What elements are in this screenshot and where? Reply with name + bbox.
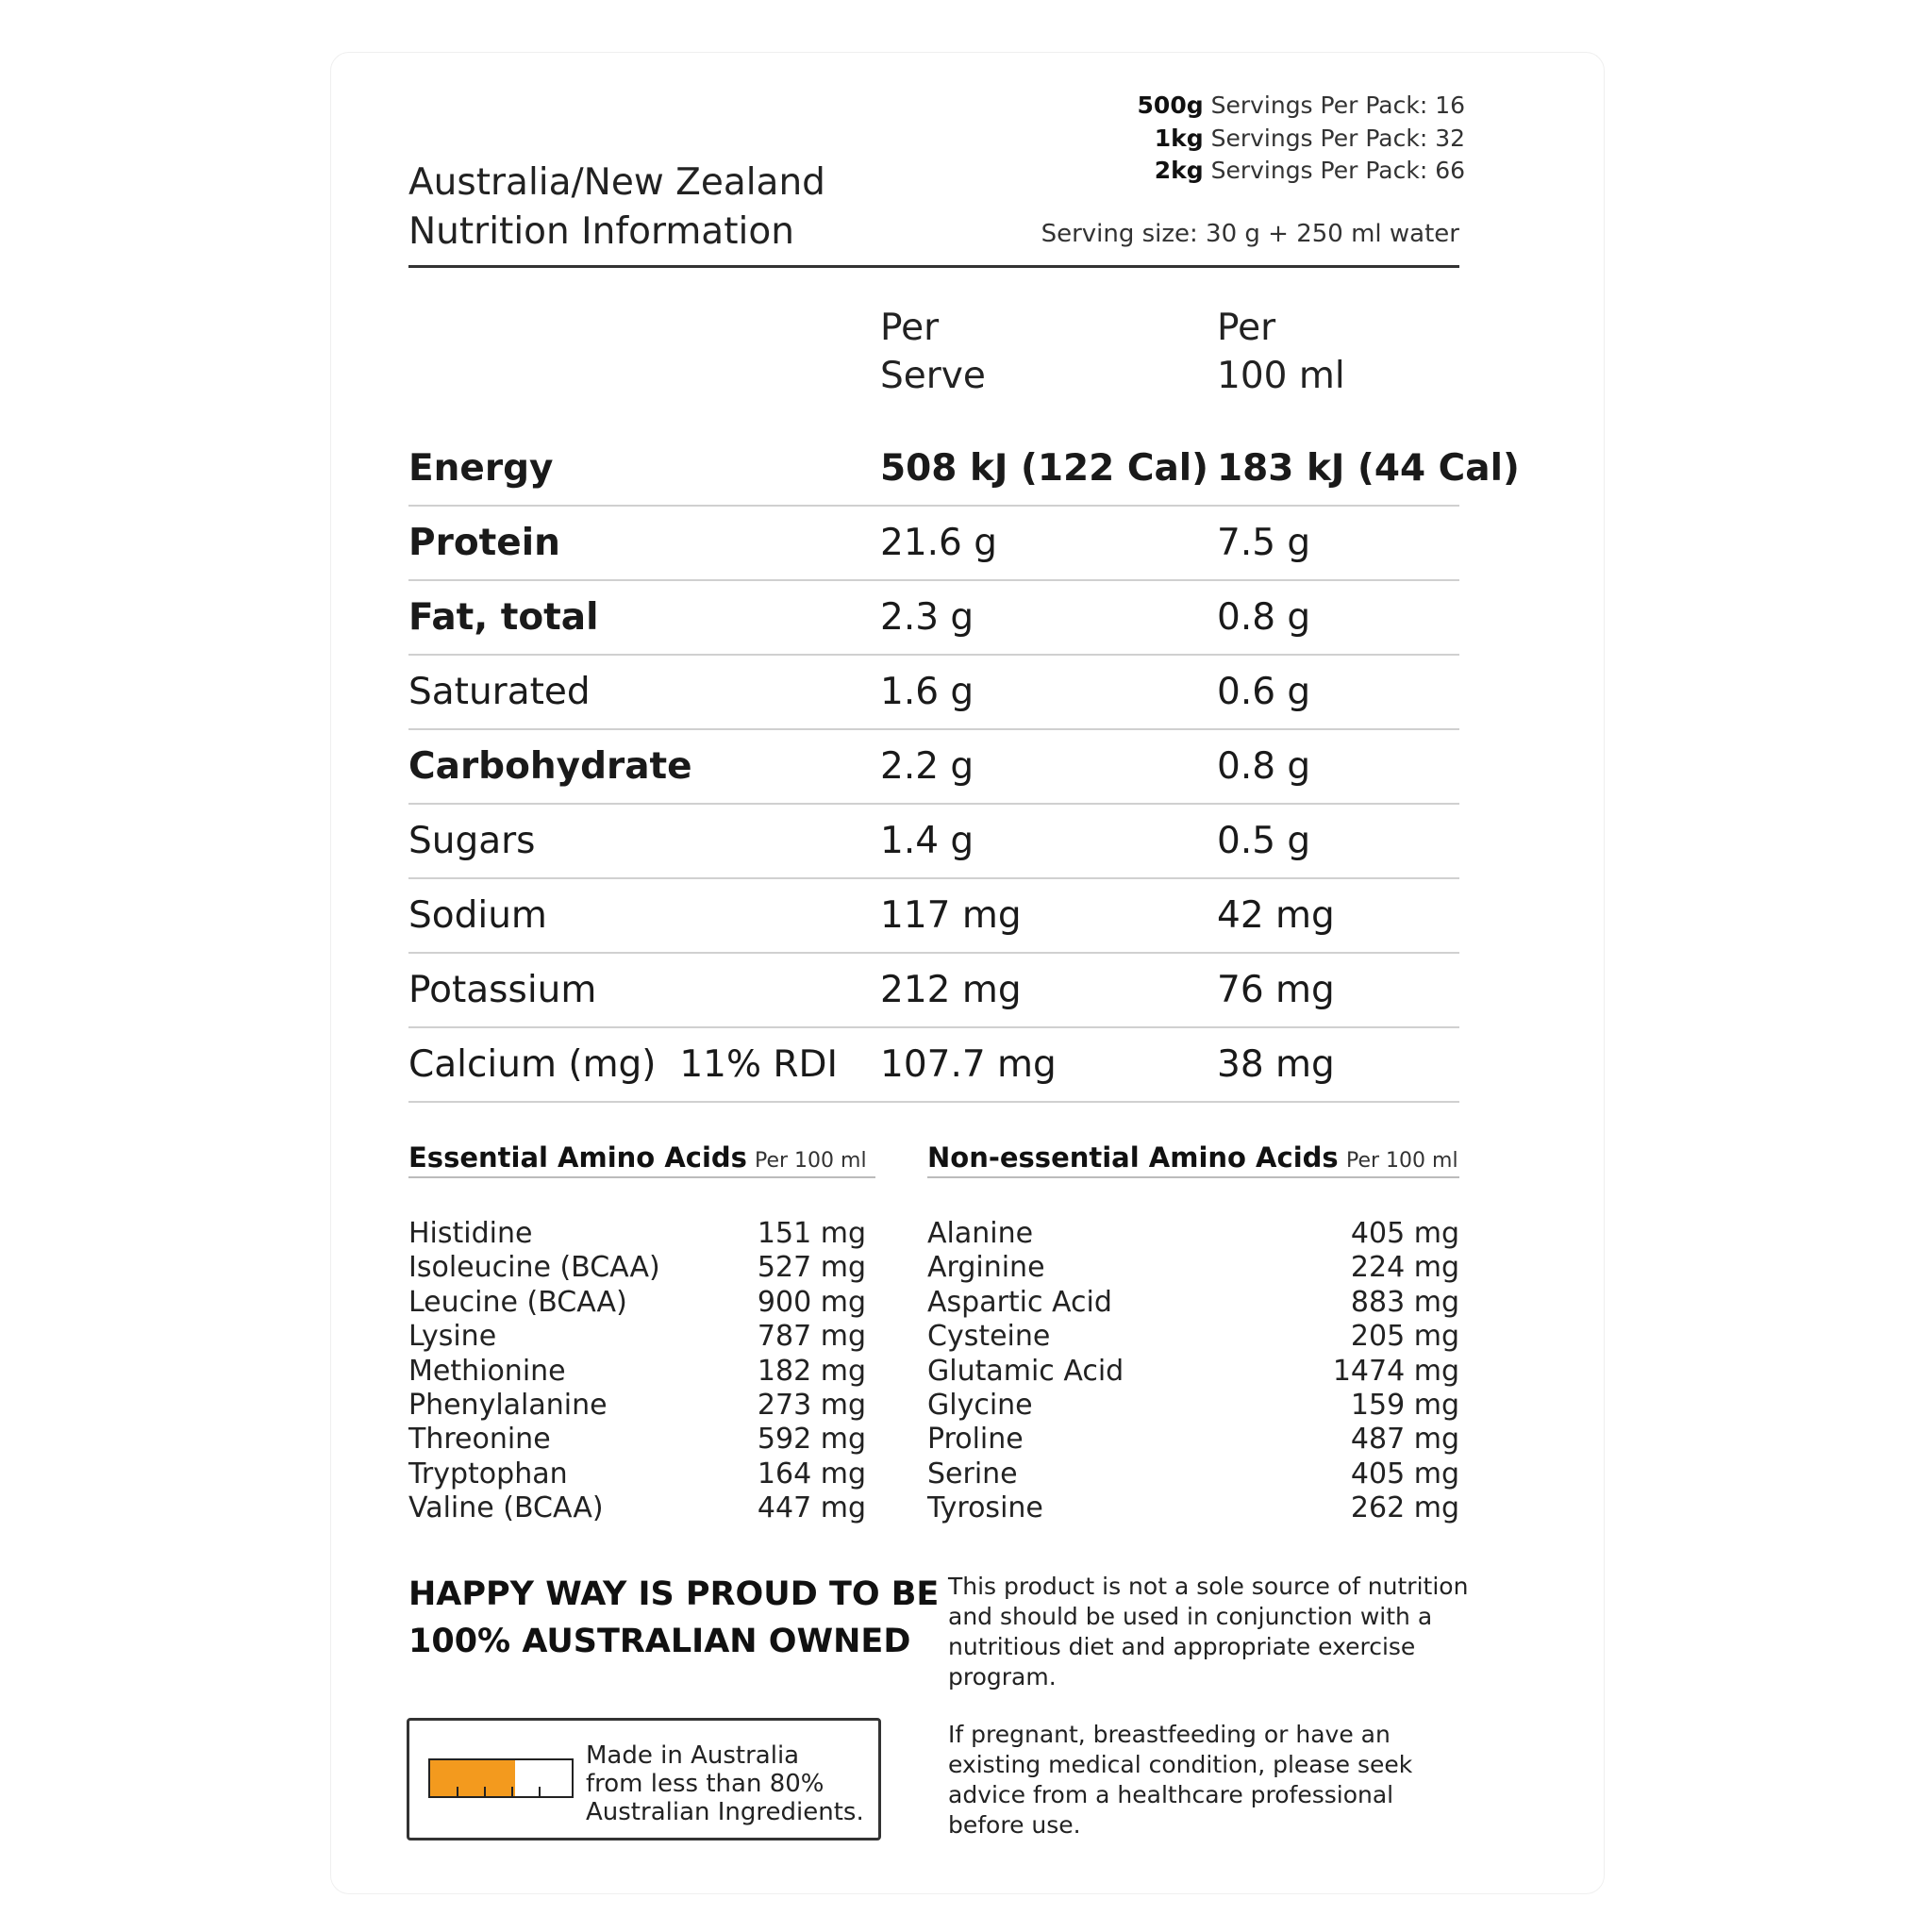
essential-subheading: Per 100 ml [755, 1149, 867, 1173]
nutrient-per-serve: 2.3 g [880, 596, 974, 639]
nonessential-amino-row [927, 1355, 1459, 1389]
essential-amino-row [408, 1491, 866, 1525]
amino-acid-name: Glycine [927, 1389, 1033, 1422]
made-line-2: from less than 80% [586, 1770, 824, 1798]
essential-amino-row [408, 1389, 866, 1423]
nonessential-subheading: Per 100 ml [1346, 1149, 1458, 1173]
amino-acid-value: 151 mg [757, 1217, 866, 1250]
nutrient-name: Fat, total [408, 596, 599, 639]
amino-acid-name: Threonine [408, 1423, 551, 1457]
nutrient-per-100: 0.8 g [1217, 745, 1311, 788]
essential-amino-row [408, 1423, 866, 1457]
col-per-100-line2: 100 ml [1217, 355, 1345, 397]
nutrient-per-serve: 117 mg [880, 894, 1022, 937]
col-per-serve-heading [880, 304, 986, 400]
nutrient-per-100: 0.5 g [1217, 820, 1311, 862]
amino-acid-value: 1474 mg [1332, 1354, 1459, 1388]
nutrient-name: Carbohydrate [408, 745, 692, 788]
col-per-100-line1: Per [1217, 307, 1276, 349]
amino-acid-name: Serine [927, 1457, 1018, 1491]
nonessential-amino-row [927, 1389, 1459, 1423]
nutrient-row-fat [408, 579, 1459, 656]
essential-amino-row [408, 1251, 866, 1285]
nutrient-per-100: 7.5 g [1217, 522, 1311, 564]
amino-acid-name: Histidine [408, 1217, 533, 1250]
proud-line-1: HAPPY WAY IS PROUD TO BE [408, 1575, 940, 1613]
nutrient-per-serve: 508 kJ (122 Cal) [880, 447, 1208, 490]
nutrient-per-serve: 107.7 mg [880, 1043, 1057, 1086]
title-line-2: Nutrition Information [408, 210, 794, 253]
serving-size: Serving size: 30 g + 250 ml water [1041, 220, 1459, 248]
col-per-serve-line1: Per [880, 307, 940, 349]
essential-amino-row [408, 1320, 866, 1354]
essential-amino-row [408, 1217, 866, 1251]
amino-acid-value: 592 mg [757, 1423, 866, 1457]
made-in-australia-box [407, 1718, 881, 1840]
nutrient-name: Protein [408, 522, 560, 564]
australian-owned-statement [408, 1571, 939, 1665]
header-rule [408, 265, 1459, 268]
nutrient-name: Calcium (mg) 11% RDI [408, 1043, 839, 1086]
nutrient-row-saturated [408, 654, 1459, 730]
nonessential-amino-row [927, 1320, 1459, 1354]
made-line-3: Australian Ingredients. [586, 1798, 864, 1826]
pack-line-2kg: 2kg Servings Per Pack: 66 [1154, 157, 1465, 184]
amino-acid-name: Aspartic Acid [927, 1285, 1112, 1319]
nonessential-amino-row [927, 1423, 1459, 1457]
essential-amino-row [408, 1286, 866, 1320]
pack-line-500g: 500g Servings Per Pack: 16 [1137, 92, 1465, 119]
amino-acid-value: 487 mg [1350, 1423, 1459, 1457]
amino-acid-name: Alanine [927, 1217, 1034, 1250]
amino-acid-value: 164 mg [757, 1457, 866, 1491]
pregnancy-advice-note: If pregnant, breastfeeding or have an existing medical condition, please seek advice from a healthcare professional before use. [948, 1721, 1413, 1839]
nutrient-per-100: 38 mg [1217, 1043, 1335, 1086]
title-line-1: Australia/New Zealand [408, 161, 825, 204]
nutrient-per-100: 0.6 g [1217, 671, 1311, 713]
nutrient-name: Sodium [408, 894, 547, 937]
nutrient-row-sugars [408, 803, 1459, 879]
col-per-serve-line2: Serve [880, 355, 986, 397]
nutrient-per-serve: 1.4 g [880, 820, 974, 862]
amino-acid-value: 224 mg [1350, 1251, 1459, 1285]
sole-source-note: This product is not a sole source of nutrition and should be used in conjunction with a nutritious diet and appropriate exercise program. [948, 1573, 1469, 1690]
nutrient-row-potassium [408, 952, 1459, 1028]
amino-acid-name: Valine (BCAA) [408, 1491, 604, 1525]
pack-line-1kg: 1kg Servings Per Pack: 32 [1154, 125, 1465, 152]
nonessential-rule [927, 1176, 1459, 1178]
amino-acid-value: 182 mg [757, 1354, 866, 1388]
amino-acid-name: Lysine [408, 1320, 497, 1354]
nutrient-row-carbohydrate [408, 728, 1459, 805]
panel-title [408, 158, 825, 257]
proud-line-2: 100% AUSTRALIAN OWNED [408, 1623, 911, 1660]
nutrient-per-100: 42 mg [1217, 894, 1335, 937]
nutrient-per-serve: 212 mg [880, 969, 1022, 1011]
amino-acid-name: Arginine [927, 1251, 1045, 1285]
amino-acid-name: Tyrosine [927, 1491, 1043, 1525]
amino-acid-name: Isoleucine (BCAA) [408, 1251, 660, 1285]
australian-ingredients-bar-fill [430, 1760, 515, 1796]
bar-tick [457, 1787, 458, 1796]
essential-amino-row [408, 1355, 866, 1389]
nutrient-name: Energy [408, 447, 554, 490]
essential-rule [408, 1176, 875, 1178]
nutrient-row-calcium [408, 1026, 1459, 1103]
nonessential-amino-row [927, 1217, 1459, 1251]
bar-tick [539, 1787, 541, 1796]
nutrient-per-serve: 21.6 g [880, 522, 997, 564]
amino-acid-name: Proline [927, 1423, 1024, 1457]
australian-ingredients-bar [428, 1758, 574, 1798]
col-per-100-heading [1217, 304, 1345, 400]
nonessential-amino-row [927, 1251, 1459, 1285]
nonessential-amino-row [927, 1286, 1459, 1320]
amino-acid-name: Methionine [408, 1354, 566, 1388]
amino-acid-name: Glutamic Acid [927, 1354, 1124, 1388]
amino-acid-name: Cysteine [927, 1320, 1051, 1354]
nutrient-per-100: 76 mg [1217, 969, 1335, 1011]
amino-acid-value: 447 mg [757, 1491, 866, 1525]
nutrient-per-serve: 2.2 g [880, 745, 974, 788]
amino-acid-name: Phenylalanine [408, 1389, 608, 1422]
amino-acid-value: 273 mg [757, 1389, 866, 1422]
made-in-australia-text [586, 1741, 864, 1826]
nutrient-row-sodium [408, 877, 1459, 954]
amino-acid-name: Leucine (BCAA) [408, 1285, 627, 1319]
essential-amino-row [408, 1457, 866, 1491]
nonessential-amino-row [927, 1457, 1459, 1491]
nutrient-row-protein [408, 505, 1459, 581]
amino-acid-value: 527 mg [757, 1251, 866, 1285]
nutrient-per-100: 183 kJ (44 Cal) [1217, 447, 1520, 490]
amino-acid-value: 787 mg [757, 1320, 866, 1354]
amino-acid-value: 900 mg [757, 1285, 866, 1319]
amino-acid-value: 262 mg [1350, 1491, 1459, 1525]
bar-tick [484, 1787, 486, 1796]
nutrient-row-energy [408, 430, 1520, 507]
nutrient-per-serve: 1.6 g [880, 671, 974, 713]
amino-acid-value: 405 mg [1350, 1217, 1459, 1250]
amino-acid-value: 159 mg [1350, 1389, 1459, 1422]
nonessential-amino-row [927, 1491, 1459, 1525]
bar-tick [511, 1787, 513, 1796]
nutrient-per-100: 0.8 g [1217, 596, 1311, 639]
amino-acid-name: Tryptophan [408, 1457, 568, 1491]
nutrient-name: Sugars [408, 820, 536, 862]
amino-acid-value: 405 mg [1350, 1457, 1459, 1491]
amino-acid-value: 205 mg [1350, 1320, 1459, 1354]
nonessential-heading: Non-essential Amino Acids [927, 1141, 1339, 1174]
amino-acid-value: 883 mg [1350, 1285, 1459, 1319]
essential-heading: Essential Amino Acids [408, 1141, 747, 1174]
nutrient-name: Potassium [408, 969, 597, 1011]
nutrient-name: Saturated [408, 671, 591, 713]
made-line-1: Made in Australia [586, 1741, 800, 1770]
